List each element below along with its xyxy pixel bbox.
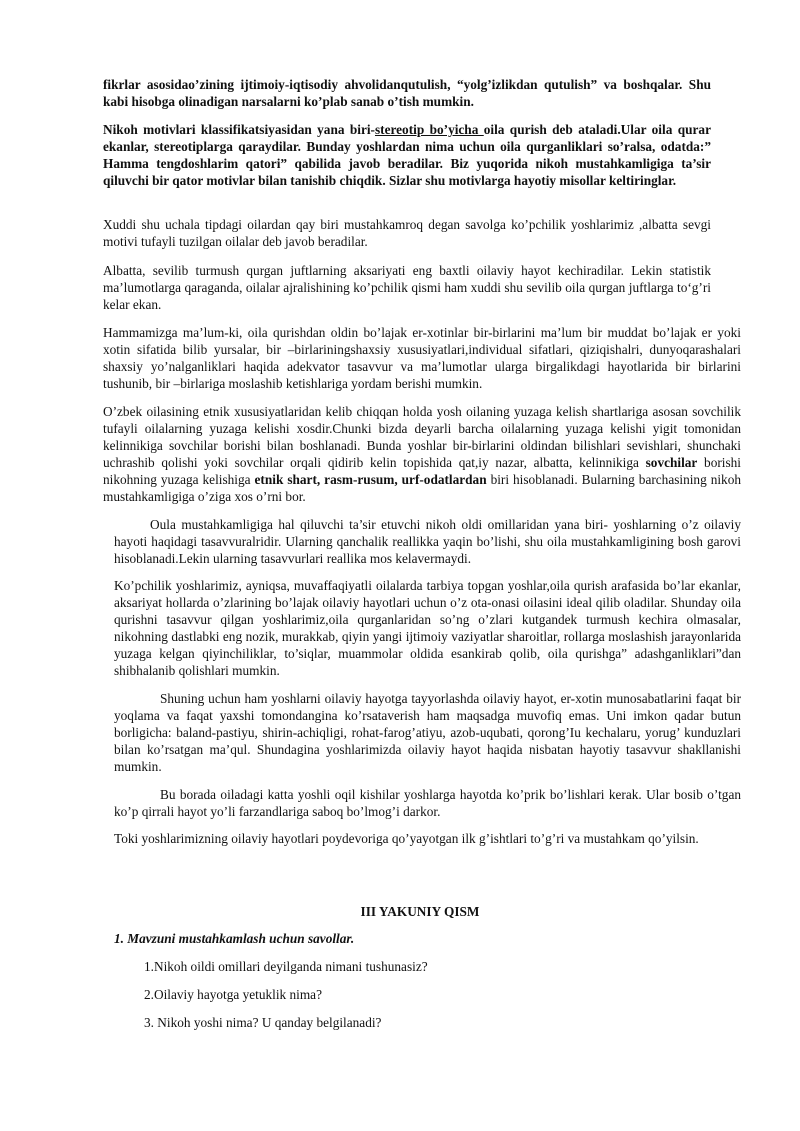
paragraph-2-end: oila qurish deb ataladi.Ular oila qurar ekanlar, stereotiplarga qaraydilar. Bunday yoshlardan nima uchun oila qurganliklari so’ralsa, odatda:” Hamma tengdoshlarim qatori” qabilida javob beradilar. Biz yuqorida nikoh mustahkamligiga ta’sir qiluvchi bir qator motivlar bilan tanishib chiqdik. Sizlar shu motivlarga hayotiy misollar keltiringlar. bbox=[103, 122, 711, 188]
question-item: 1.Nikoh oildi omillari deyilganda nimani tushunasiz? bbox=[144, 959, 428, 974]
question-item: 3. Nikoh yoshi nima? U qanday belgilanadi? bbox=[144, 1015, 382, 1030]
stereotip-link[interactable]: stereotip bo’yicha bbox=[374, 122, 484, 137]
section-title: III YAKUNIY QISM bbox=[360, 904, 480, 919]
paragraph-10: Bu borada oiladagi katta yoshli oqil kishilar yoshlarga hayotda ko’prik bo’lishlari kerak. Ular bosib o’tgan ko’p qirrali hayot yo’li farzandlariga saboq bo’lmog’i darkor. bbox=[114, 787, 741, 819]
paragraph-9: Shuning uchun ham yoshlarni oilaviy hayotga tayyorlashda oilaviy hayot, er-xotin munosabatlarini faqat bir yoqlama va faqat yaxshi tomondangina ko’rsataverish ham maqsadga muvofiq emas. Uni imkon qadar butun borligicha: baland-pastiyu, shirin-achiqligi, rohat-farog’atiyu, azob-uqubati, qorong’Iu kechalaru, yorug’ kunduzlari bilan ko’rsatgan ma’qul. Shundagina yoshlarimizda oilaviy hayot haqida nisbatan hayotiy tasavvur shakllanishi mumkin. bbox=[114, 691, 741, 774]
paragraph-4: Albatta, sevilib turmush qurgan juftlarning aksariyati eng baxtli oilaviy hayot kechiradilar. Lekin statistik ma’lumotlarga qaraganda, oilalar ajralishining ko’pchilik qismi ham xuddi shu sevilib oila qurgan juftlarga to‘g’ri kelar ekan. bbox=[103, 263, 711, 312]
paragraph-3: Xuddi shu uchala tipdagi oilardan qay biri mustahkamroq degan savolga ko’pchilik yoshlarimiz ,albatta sevgi motivi tufayli tuzilgan oilalar deb javob beradilar. bbox=[103, 217, 711, 249]
paragraph-2 bbox=[103, 121, 711, 189]
etnik-shart-emphasis: etnik shart, rasm-rusum, urf-odatlardan bbox=[254, 472, 487, 487]
paragraph-7: Oula mustahkamligiga hal qiluvchi ta’sir etuvchi nikoh oldi omillaridan yana biri- yoshlarning o’z oilaviy hayoti haqidagi tasavvuralridir. Ularning qanchalik reallikka yaqin bo’lishi, shu oila mustahkamligining bosh garovi hisoblanadi.Lekin ularning tasavvurlari reallika mos kelavermaydi. bbox=[114, 517, 741, 566]
paragraph-6-start: O’zbek oilasining etnik xususiyatlaridan kelib chiqqan holda yosh oilaning yuzaga kelish shartlariga asosan sovchilik tufayli oilalarning yuzaga kelishi xosdir.Chunki bizda deyarli barcha oilalarning yuzaga kelishi yigit tomonidan kelinnikiga sovchilar borishi bilan boshlanadi. Bunda yoshlar bir-birlarini oldindan bilishlari sevishlari, shunchaki uchrashib qolishi yoki sovchilar orqali qidirib kelin topishida qat,iy nazar, albatta, kelinnikiga bbox=[103, 404, 741, 470]
paragraph-5: Hammamizga ma’lum-ki, oila qurishdan oldin bo’lajak er-xotinlar bir-birlarini ma’lum bir muddat bo’lajak er yoki xotin sifatida bilib yursalar, bir –birlariningshaxsiy xususiyatlari,individual sifatlari, qiziqishalri, dunyoqarashalari shaxsiy yo’nalganliklari haqida adekvator tasavvur va ma’lumotlar ularga birgalikdagi hayotlarida bir birlarini tushunib, bir –birlariga moslashib ketishlariga yordam berishi mumkin. bbox=[103, 325, 741, 391]
subsection-title: 1. Mavzuni mustahkamlash uchun savollar. bbox=[114, 931, 355, 946]
paragraph-6-middle: borishi nikohning yuzaga kelishiga bbox=[103, 455, 741, 487]
paragraph-6 bbox=[103, 403, 741, 505]
question-item: 2.Oilaviy hayotga yetuklik nima? bbox=[144, 987, 322, 1002]
paragraph-2-start: Nikoh motivlari klassifikatsiyasidan yana biri- bbox=[103, 122, 375, 137]
paragraph-8: Ko’pchilik yoshlarimiz, ayniqsa, muvaffaqiyatli oilalarda tarbiya topgan yoshlar,oila qurish arafasida bo’lar ekanlar, aksariyat hollarda o’zlarining bo’lajak oilaviy hayotlari uchun o’z ota-onasi oilasini ideal qilib oladilar. Shunday oila qurishni tasavvur qilgan yoshlarimiz,oila qurganlaridan so’ng o’zlari kutgandek turmush kechira olmasalar, nikohning dastlabki eng nozik, murakkab, qiyin yangi ijtimoiy vaziyatlar sharoitlar, rollarga moslashish jarayonlarida yuzaga kelgan qiyinchiliklar, to’siqlar, muammolar oldida esankirab qolib, oila qurishga” adashganliklari”dan shibhalanib qolishlari mumkin. bbox=[114, 578, 741, 678]
sovchilar-emphasis: sovchilar bbox=[645, 455, 698, 470]
paragraph-6-end: biri hisoblanadi. Bularning barchasining nikoh mustahkamligiga o’ziga xos o’rni bor. bbox=[103, 472, 741, 504]
paragraph-11: Toki yoshlarimizning oilaviy hayotlari poydevoriga qo’yayotgan ilk g’ishtlari to’g’ri va mustahkam qo’yilsin. bbox=[114, 831, 699, 846]
paragraph-1: fikrlar asosidao’zining ijtimoiy-iqtisodiy ahvolidanqutulish, “yolg’izlikdan qutulish” va boshqalar. Shu kabi hisobga olinadigan narsalarni ko’plab sanab o’tish mumkin. bbox=[103, 77, 711, 109]
